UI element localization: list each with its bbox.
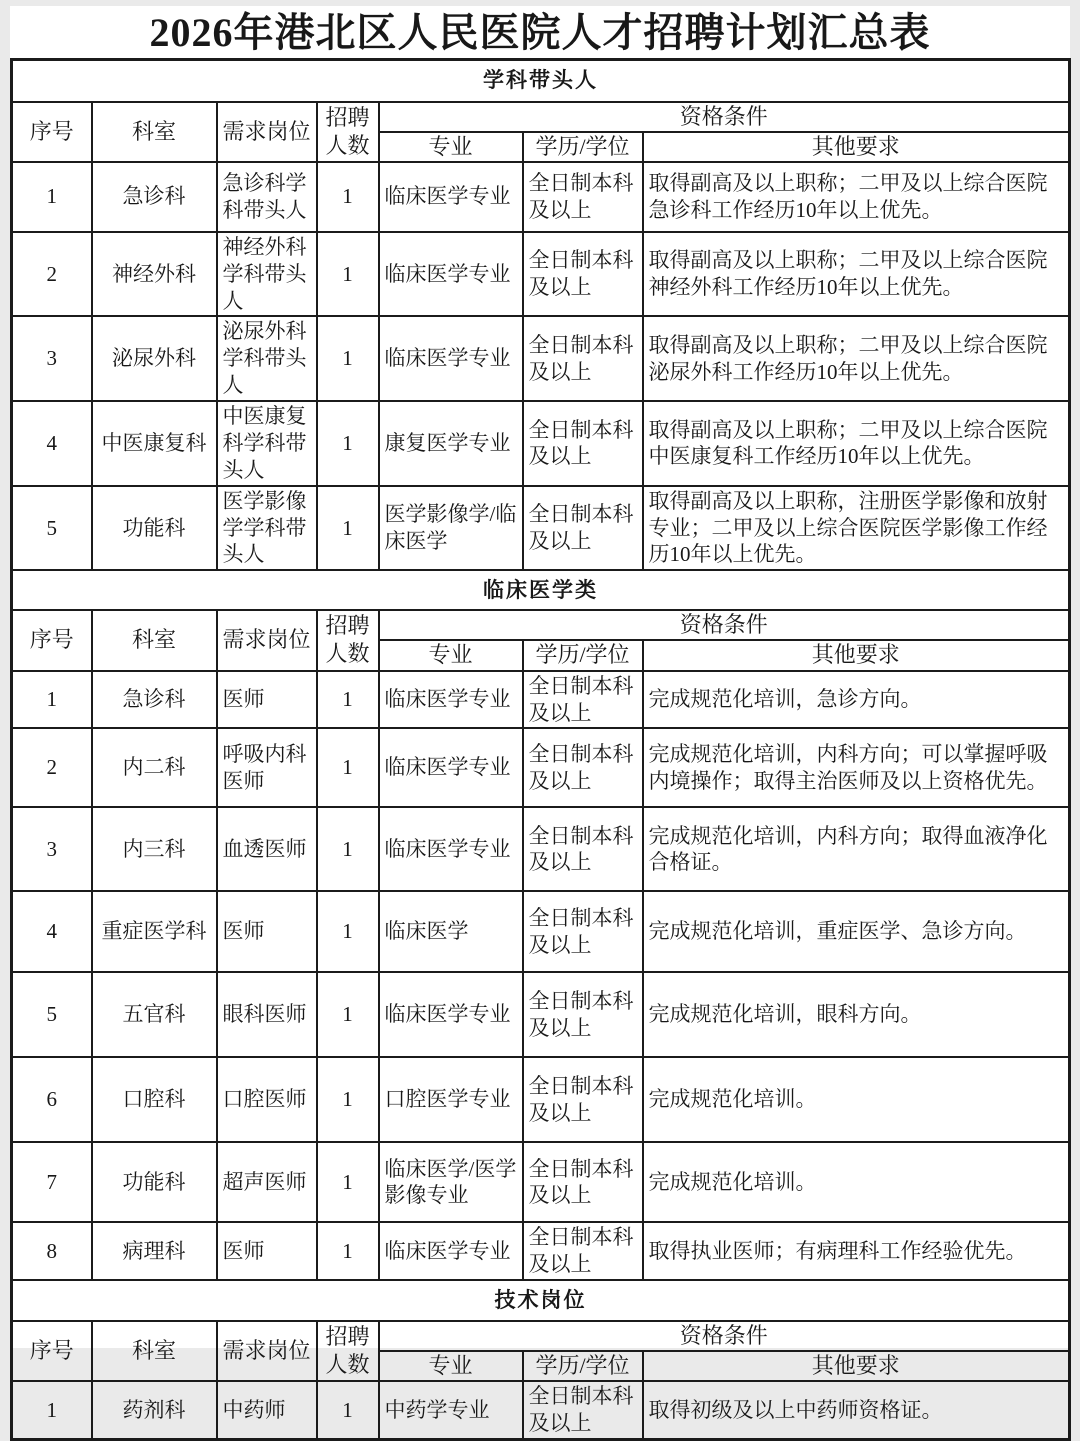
cell-no: 5 [12,486,92,571]
cell-other: 完成规范化培训。 [643,1142,1070,1222]
cell-degree: 全日制本科及以上 [523,162,643,232]
cell-degree: 全日制本科及以上 [523,1057,643,1142]
cell-position: 医学影像学学科带头人 [217,486,317,571]
cell-other: 完成规范化培训，眼科方向。 [643,972,1070,1057]
table-row [12,671,1070,729]
cell-dept: 神经外科 [92,232,217,317]
col-header-qualification: 资格条件 [379,610,1070,640]
header-row-1 [12,610,1070,640]
table-row [12,486,1070,571]
cell-degree: 全日制本科及以上 [523,316,643,401]
col-header-qualification: 资格条件 [379,1321,1070,1351]
cell-other: 取得副高及以上职称；二甲及以上综合医院急诊科工作经历10年以上优先。 [643,162,1070,232]
col-header-major: 专业 [379,132,523,162]
cell-degree: 全日制本科及以上 [523,486,643,571]
table-row [12,1381,1070,1439]
table-row [12,162,1070,232]
cell-degree: 全日制本科及以上 [523,1381,643,1439]
cell-major: 康复医学专业 [379,401,523,486]
cell-dept: 重症医学科 [92,891,217,972]
cell-major: 临床医学专业 [379,972,523,1057]
cell-no: 8 [12,1222,92,1280]
cell-count: 1 [317,401,379,486]
page-title: 2026年港北区人民医院人才招聘计划汇总表 [149,10,931,55]
section-band-row [12,570,1070,610]
col-header-degree: 学历/学位 [523,1351,643,1381]
cell-dept: 急诊科 [92,671,217,729]
cell-no: 1 [12,1381,92,1439]
cell-no: 3 [12,316,92,401]
cell-no: 5 [12,972,92,1057]
col-header-other: 其他要求 [643,1351,1070,1381]
cell-other: 取得副高及以上职称；二甲及以上综合医院中医康复科工作经历10年以上优先。 [643,401,1070,486]
cell-dept: 口腔科 [92,1057,217,1142]
col-header-degree: 学历/学位 [523,132,643,162]
cell-dept: 药剂科 [92,1381,217,1439]
table-row [12,401,1070,486]
col-header-count: 招聘人数 [317,1321,379,1381]
section-band-row [12,60,1070,102]
cell-no: 1 [12,162,92,232]
cell-degree: 全日制本科及以上 [523,671,643,729]
section-band-row [12,1280,1070,1321]
cell-dept: 急诊科 [92,162,217,232]
cell-count: 1 [317,1381,379,1439]
section-band: 技术岗位 [12,1280,1070,1321]
cell-major: 医学影像学/临床医学 [379,486,523,571]
cell-dept: 内二科 [92,728,217,807]
cell-dept: 功能科 [92,486,217,571]
header-row-1 [12,1321,1070,1351]
cell-major: 临床医学专业 [379,316,523,401]
table-row [12,728,1070,807]
cell-no: 6 [12,1057,92,1142]
cell-degree: 全日制本科及以上 [523,972,643,1057]
cell-count: 1 [317,1057,379,1142]
col-header-count: 招聘人数 [317,102,379,162]
col-header-no: 序号 [12,610,92,670]
cell-position: 医师 [217,891,317,972]
cell-position: 血透医师 [217,807,317,891]
cell-major: 临床医学专业 [379,232,523,317]
cell-count: 1 [317,972,379,1057]
cell-position: 中药师 [217,1381,317,1439]
col-header-dept: 科室 [92,1321,217,1381]
section-band: 学科带头人 [12,60,1070,102]
col-header-count: 招聘人数 [317,610,379,670]
cell-count: 1 [317,671,379,729]
cell-position: 医师 [217,1222,317,1280]
cell-count: 1 [317,1142,379,1222]
col-header-other: 其他要求 [643,132,1070,162]
header-row-1 [12,102,1070,132]
col-header-position: 需求岗位 [217,610,317,670]
recruitment-table [10,58,1071,1441]
cell-no: 4 [12,891,92,972]
col-header-no: 序号 [12,1321,92,1381]
cell-degree: 全日制本科及以上 [523,891,643,972]
cell-count: 1 [317,162,379,232]
cell-dept: 功能科 [92,1142,217,1222]
col-header-dept: 科室 [92,102,217,162]
cell-degree: 全日制本科及以上 [523,728,643,807]
section-band: 临床医学类 [12,570,1070,610]
cell-position: 呼吸内科医师 [217,728,317,807]
cell-other: 取得副高及以上职称；二甲及以上综合医院神经外科工作经历10年以上优先。 [643,232,1070,317]
table-row [12,891,1070,972]
col-header-degree: 学历/学位 [523,640,643,670]
col-header-position: 需求岗位 [217,102,317,162]
cell-count: 1 [317,232,379,317]
cell-other: 取得初级及以上中药师资格证。 [643,1381,1070,1439]
cell-no: 4 [12,401,92,486]
cell-position: 眼科医师 [217,972,317,1057]
cell-other: 完成规范化培训，内科方向；可以掌握呼吸内境操作；取得主治医师及以上资格优先。 [643,728,1070,807]
cell-other: 取得执业医师；有病理科工作经验优先。 [643,1222,1070,1280]
cell-count: 1 [317,891,379,972]
table-row [12,807,1070,891]
cell-no: 2 [12,232,92,317]
col-header-position: 需求岗位 [217,1321,317,1381]
cell-dept: 内三科 [92,807,217,891]
cell-position: 神经外科学科带头人 [217,232,317,317]
table-row [12,232,1070,317]
cell-no: 1 [12,671,92,729]
cell-other: 完成规范化培训，重症医学、急诊方向。 [643,891,1070,972]
col-header-major: 专业 [379,1351,523,1381]
cell-no: 2 [12,728,92,807]
cell-count: 1 [317,1222,379,1280]
cell-major: 临床医学专业 [379,162,523,232]
cell-degree: 全日制本科及以上 [523,807,643,891]
cell-major: 临床医学/医学影像专业 [379,1142,523,1222]
cell-position: 超声医师 [217,1142,317,1222]
cell-other: 完成规范化培训，急诊方向。 [643,671,1070,729]
cell-degree: 全日制本科及以上 [523,401,643,486]
cell-no: 3 [12,807,92,891]
cell-count: 1 [317,316,379,401]
cell-other: 完成规范化培训。 [643,1057,1070,1142]
table-row [12,1057,1070,1142]
col-header-qualification: 资格条件 [379,102,1070,132]
cell-position: 医师 [217,671,317,729]
cell-count: 1 [317,728,379,807]
table-row [12,1222,1070,1280]
table-row [12,316,1070,401]
cell-dept: 泌尿外科 [92,316,217,401]
cell-position: 中医康复科学科带头人 [217,401,317,486]
cell-degree: 全日制本科及以上 [523,232,643,317]
cell-position: 泌尿外科学科带头人 [217,316,317,401]
cell-major: 口腔医学专业 [379,1057,523,1142]
cell-count: 1 [317,807,379,891]
cell-count: 1 [317,486,379,571]
cell-position: 口腔医师 [217,1057,317,1142]
cell-degree: 全日制本科及以上 [523,1142,643,1222]
cell-other: 取得副高及以上职称；二甲及以上综合医院泌尿外科工作经历10年以上优先。 [643,316,1070,401]
cell-major: 临床医学 [379,891,523,972]
cell-major: 临床医学专业 [379,728,523,807]
cell-dept: 病理科 [92,1222,217,1280]
table-row [12,972,1070,1057]
cell-degree: 全日制本科及以上 [523,1222,643,1280]
cell-major: 临床医学专业 [379,1222,523,1280]
cell-dept: 五官科 [92,972,217,1057]
col-header-no: 序号 [12,102,92,162]
cell-no: 7 [12,1142,92,1222]
cell-major: 临床医学专业 [379,671,523,729]
cell-other: 取得副高及以上职称，注册医学影像和放射专业；二甲及以上综合医院医学影像工作经历10年以上优先。 [643,486,1070,571]
cell-position: 急诊科学科带头人 [217,162,317,232]
cell-major: 中药学专业 [379,1381,523,1439]
col-header-other: 其他要求 [643,640,1070,670]
col-header-dept: 科室 [92,610,217,670]
document-sheet [10,6,1070,1436]
col-header-major: 专业 [379,640,523,670]
cell-other: 完成规范化培训，内科方向；取得血液净化合格证。 [643,807,1070,891]
cell-dept: 中医康复科 [92,401,217,486]
table-row [12,1142,1070,1222]
cell-major: 临床医学专业 [379,807,523,891]
